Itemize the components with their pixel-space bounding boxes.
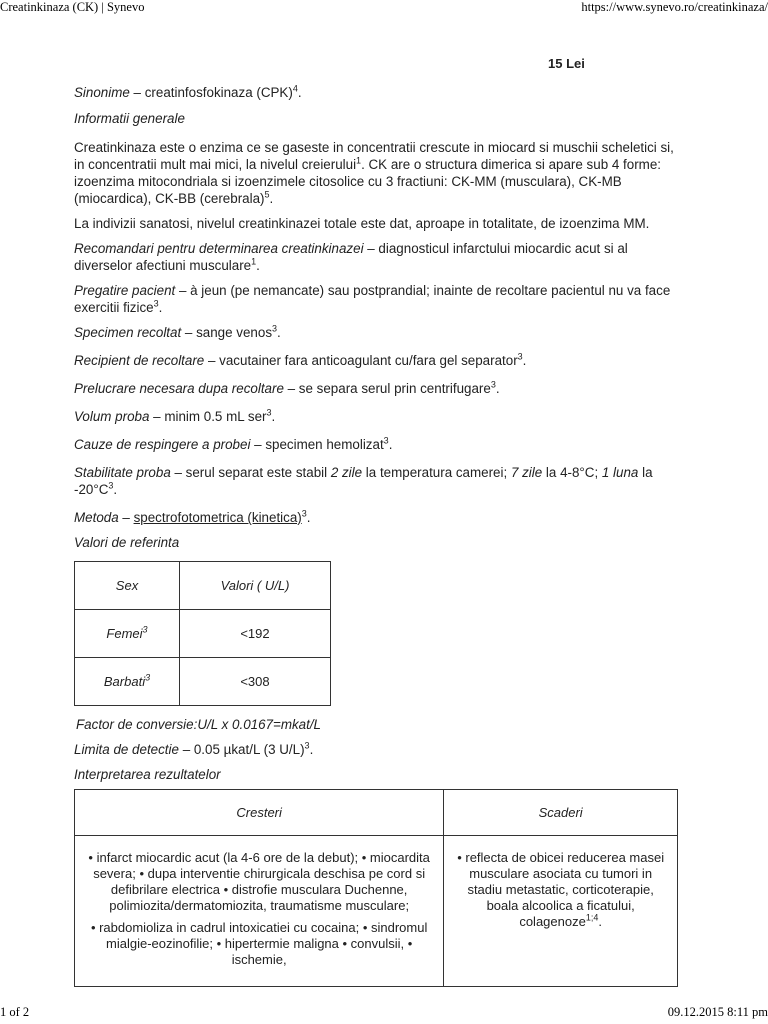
ref-sup: 3	[517, 351, 523, 362]
stabilitate-paragraph	[74, 464, 684, 498]
interpretare-heading	[74, 766, 684, 783]
sex-label: Barbati	[103, 674, 146, 689]
table-header-valori: Valori ( U/L)	[180, 562, 331, 610]
info-text-a: Creatinkinaza este o enzima ce se gaseste in concentratii crescute in miocard si muschii scheletici si, in concentratii mult mai mici, la nivelul creierului	[74, 140, 674, 172]
volum-label: Volum proba	[74, 409, 150, 424]
period: .	[256, 258, 260, 273]
metoda-link[interactable]: spectrofotometrica (kinetica)	[133, 510, 302, 525]
recomandari-label: Recomandari pentru determinarea creatinkinazei	[74, 241, 364, 256]
print-footer-page: 1 of 2	[0, 1005, 30, 1019]
recipient-paragraph	[74, 352, 684, 369]
pregatire-label: Pregatire pacient	[74, 283, 176, 298]
table-header-row	[75, 562, 331, 610]
stabilitate-duration: 2 zile	[330, 465, 363, 480]
info-paragraph-2: La indivizii sanatosi, nivelul creatinkinazei totale este dat, aproape in totalitate, de izoenzima MM.	[74, 216, 650, 231]
info-heading	[74, 110, 684, 127]
period: .	[522, 353, 527, 368]
period: .	[269, 191, 274, 206]
price-label: 15 Lei	[548, 56, 585, 71]
period: .	[495, 381, 500, 396]
recomandari-paragraph	[74, 240, 684, 274]
prelucrare-text: – se separa serul prin centrifugare	[283, 381, 491, 396]
cauze-text: – specimen hemolizat	[250, 437, 384, 452]
ref-sup: 1	[356, 155, 362, 166]
table-cell-sex	[75, 610, 180, 658]
ref-sup: 1;4	[585, 912, 599, 923]
limita-label: Limita de detectie	[74, 742, 179, 757]
specimen-label: Specimen recoltat	[74, 325, 182, 340]
stabilitate-label: Stabilitate proba	[74, 465, 171, 480]
period: .	[306, 510, 311, 525]
interpretation-table	[74, 789, 678, 987]
cauze-label: Cauze de respingere a probei	[74, 437, 251, 452]
table-header-scaderi: Scaderi	[444, 790, 678, 836]
print-header-title: Creatinkinaza (CK) | Synevo	[0, 0, 145, 14]
stabilitate-duration: 7 zile	[510, 465, 543, 480]
pregatire-paragraph	[74, 282, 684, 316]
cauze-paragraph	[74, 436, 684, 453]
ref-sup: 3	[272, 323, 278, 334]
print-header-url[interactable]: https://www.synevo.ro/creatinkinaza/	[581, 0, 768, 14]
table-row	[75, 658, 331, 706]
ref-sup: 3	[490, 379, 496, 390]
recipient-label: Recipient de recoltare	[74, 353, 205, 368]
metoda-label: Metoda	[74, 510, 119, 525]
ref-sup: 3	[301, 508, 307, 519]
metoda-paragraph	[74, 509, 684, 526]
sex-label: Femei	[106, 626, 143, 641]
ref-sup: 3	[153, 298, 159, 309]
info-paragraph-1	[74, 139, 684, 207]
period: .	[309, 742, 314, 757]
period: .	[158, 300, 163, 315]
stabilitate-text: – serul separat este stabil	[170, 465, 331, 480]
ref-sup: 5	[264, 189, 270, 200]
ref-sup: 3	[145, 672, 151, 683]
conversion-factor: Factor de conversie:U/L x 0.0167=mkat/L	[76, 717, 322, 732]
info-text-b: . CK are o structura dimerica si apare sub 4 forme: izoenzima mitocondriala si izoenzimele citosolice cu 3 fractiuni: CK-MM (musculara), CK-MB (miocardica), CK-BB (cerebrala)	[74, 157, 661, 206]
table-header-row	[75, 790, 678, 836]
interpretare-label: Interpretarea rezultatelor	[74, 767, 221, 782]
pregatire-text: – à jeun (pe nemancate) sau postprandial; inainte de recoltare pacientul nu va face exercitii fizice	[74, 283, 671, 315]
period: .	[271, 409, 276, 424]
cresteri-text-2: • rabdomioliza in cadrul intoxicatiei cu cocaina; • sindromul mialgie-eozinofilie; • hipertermie maligna • convulsii, • ischemie,	[90, 920, 428, 967]
stabilitate-text: la -20°C	[74, 465, 653, 497]
metoda-dash: –	[118, 510, 134, 525]
article-content	[74, 84, 684, 791]
specimen-text: – sange venos	[181, 325, 273, 340]
print-footer-datetime: 09.12.2015 8:11 pm	[667, 1005, 768, 1019]
table-header-sex: Sex	[75, 562, 180, 610]
valori-label: Valori de referinta	[74, 535, 180, 550]
cresteri-text-1: • infarct miocardic acut (la 4-6 ore de la debut); • miocardita severa; • dupa interventie chirurgicala deschisa pe cord si defibrilare electrica • distrofie musculara Duchenne, polimiozita/dermatomiozita, traumatisme musculare;	[88, 850, 430, 913]
ref-sup: 3	[304, 740, 310, 751]
sinonime-paragraph	[74, 84, 684, 101]
stabilitate-text: la 4-8°C;	[542, 465, 602, 480]
volum-paragraph	[74, 408, 684, 425]
ref-sup: 3	[383, 435, 389, 446]
table-row	[75, 610, 331, 658]
prelucrare-paragraph	[74, 380, 684, 397]
sinonime-label: Sinonime	[74, 85, 130, 100]
ref-sup: 4	[292, 83, 298, 94]
limita-text: – 0.05 µkat/L (3 U/L)	[178, 742, 305, 757]
ref-sup: 3	[266, 407, 272, 418]
ref-sup: 1	[251, 256, 257, 267]
stabilitate-text: la temperatura camerei;	[362, 465, 511, 480]
scaderi-cell	[444, 836, 678, 987]
recomandari-text: – diagnosticul infarctului miocardic acut si al diverselor afectiuni musculare	[74, 241, 628, 273]
cresteri-cell	[75, 836, 444, 987]
prelucrare-label: Prelucrare necesara dupa recoltare	[74, 381, 284, 396]
period: .	[297, 85, 302, 100]
sinonime-text: – creatinfosfokinaza (CPK)	[129, 85, 293, 100]
table-cell-value: <308	[180, 658, 331, 706]
ref-sup: 3	[108, 480, 114, 491]
volum-text: – minim 0.5 mL ser	[149, 409, 267, 424]
limita-paragraph	[74, 741, 684, 758]
period: .	[388, 437, 393, 452]
valori-heading	[74, 534, 684, 551]
stabilitate-duration: 1 luna	[601, 465, 639, 480]
scaderi-text: • reflecta de obicei reducerea masei musculare asociata cu tumori in stadiu metastatic, corticoterapie, boala alcoolica a ficatului, colagenoze	[457, 850, 665, 929]
reference-values-table	[74, 561, 331, 706]
specimen-paragraph	[74, 324, 684, 341]
table-row	[75, 836, 678, 987]
period: .	[113, 482, 118, 497]
period: .	[277, 325, 281, 340]
ref-sup: 3	[142, 624, 148, 635]
info-label: Informatii generale	[74, 111, 185, 126]
table-header-cresteri: Cresteri	[75, 790, 444, 836]
table-cell-sex	[75, 658, 180, 706]
period: .	[598, 914, 602, 929]
table-cell-value: <192	[180, 610, 331, 658]
recipient-text: – vacutainer fara anticoagulant cu/fara gel separator	[204, 353, 518, 368]
